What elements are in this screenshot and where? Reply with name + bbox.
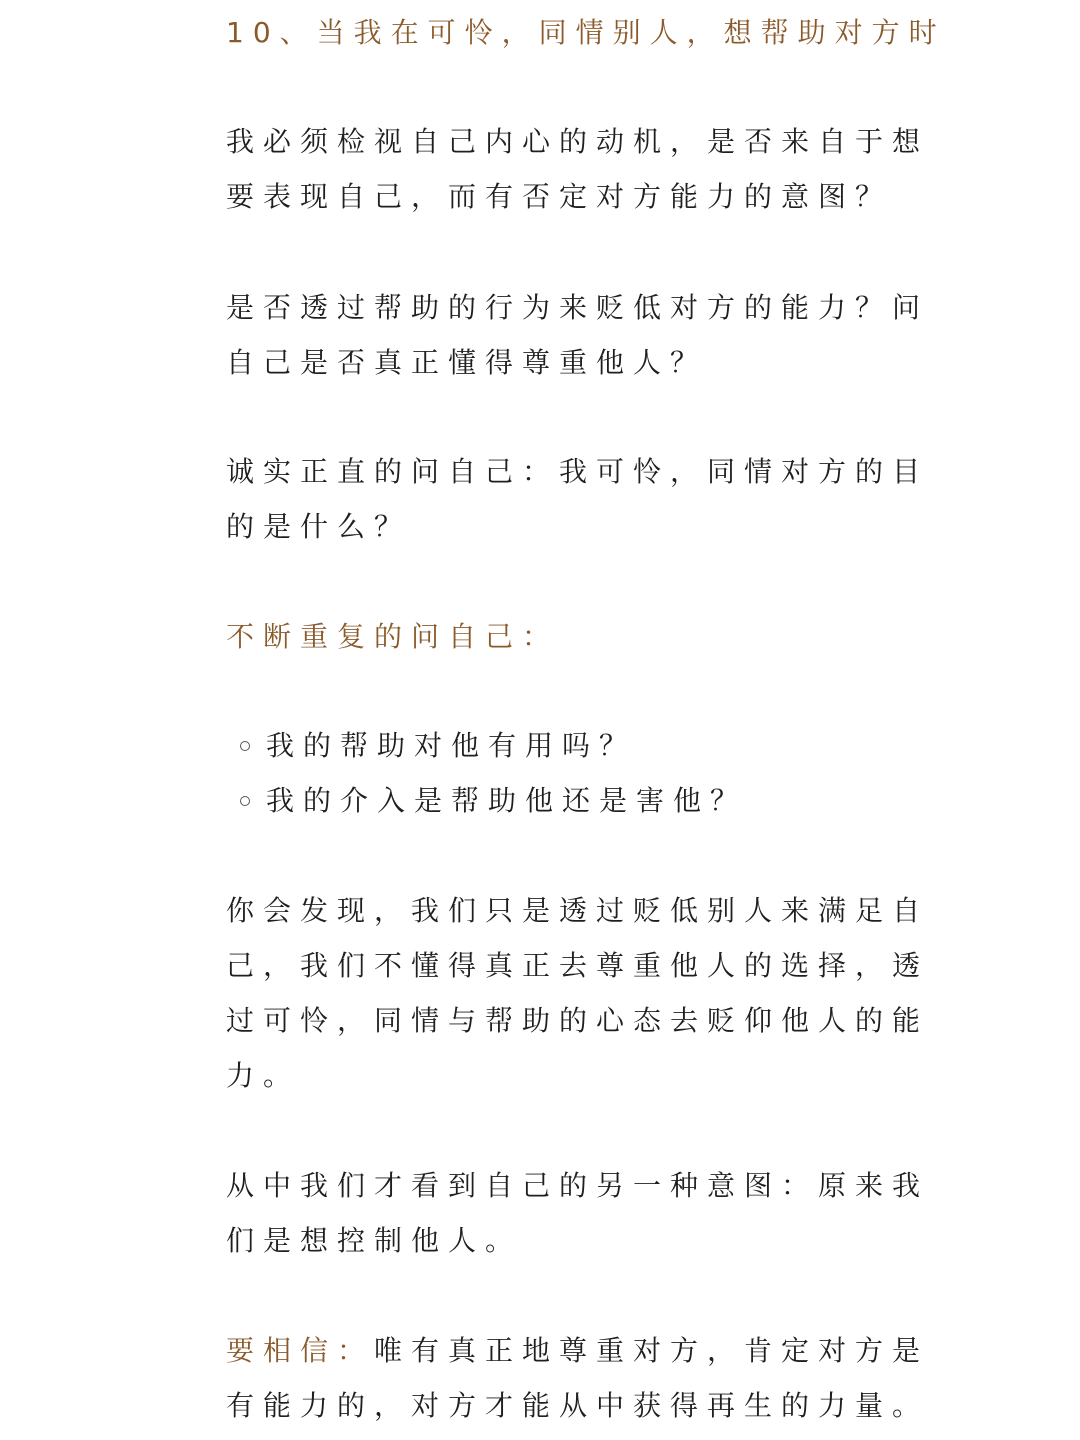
paragraph-line: 我必须检视自己内心的动机，是否来自于想: [226, 125, 930, 158]
subheading-text: 不断重复的问自己：: [226, 620, 560, 653]
bullet-circle-icon: [240, 796, 250, 806]
paragraph-line: 过可怜，同情与帮助的心态去贬仰他人的能: [226, 1004, 930, 1037]
list-item: [226, 718, 747, 773]
paragraph-line: 要表现自己，而有否定对方能力的意图？: [226, 180, 893, 213]
bullet-circle-icon: [240, 741, 250, 751]
paragraph-motive: [226, 114, 929, 224]
list-item: [226, 773, 747, 828]
paragraph-line: 己，我们不懂得真正去尊重他人的选择，透: [226, 949, 930, 982]
paragraph-line: [226, 1323, 929, 1378]
paragraph-line: 从中我们才看到自己的另一种意图：原来我: [226, 1169, 930, 1202]
paragraph-honest: [226, 444, 929, 554]
section-heading: 10、当我在可怜，同情别人，想帮助对方时: [226, 16, 946, 49]
believe-text: 唯有真正地尊重对方，肯定对方是: [374, 1334, 930, 1367]
paragraph-belittle: [226, 280, 929, 390]
paragraph-line: 自己是否真正懂得尊重他人？: [226, 346, 708, 379]
list-item-text: 我的帮助对他有用吗？: [266, 729, 637, 762]
paragraph-believe: [226, 1323, 929, 1433]
paragraph-line: 你会发现，我们只是透过贬低别人来满足自: [226, 894, 930, 927]
paragraph-discover: [226, 883, 929, 1103]
believe-label: 要相信：: [226, 1334, 375, 1367]
paragraph-control: [226, 1158, 929, 1268]
question-list: [226, 718, 747, 828]
subheading-repeat: [226, 609, 559, 664]
paragraph-line: 是否透过帮助的行为来贬低对方的能力？问: [226, 291, 930, 324]
paragraph-line: 的是什么？: [226, 510, 412, 543]
paragraph-line: 诚实正直的问自己：我可怜，同情对方的目: [226, 455, 930, 488]
paragraph-line: 力。: [226, 1059, 301, 1092]
paragraph-line: 有能力的，对方才能从中获得再生的力量。: [226, 1389, 930, 1422]
list-item-text: 我的介入是帮助他还是害他？: [266, 784, 748, 817]
paragraph-line: 们是想控制他人。: [226, 1224, 523, 1257]
